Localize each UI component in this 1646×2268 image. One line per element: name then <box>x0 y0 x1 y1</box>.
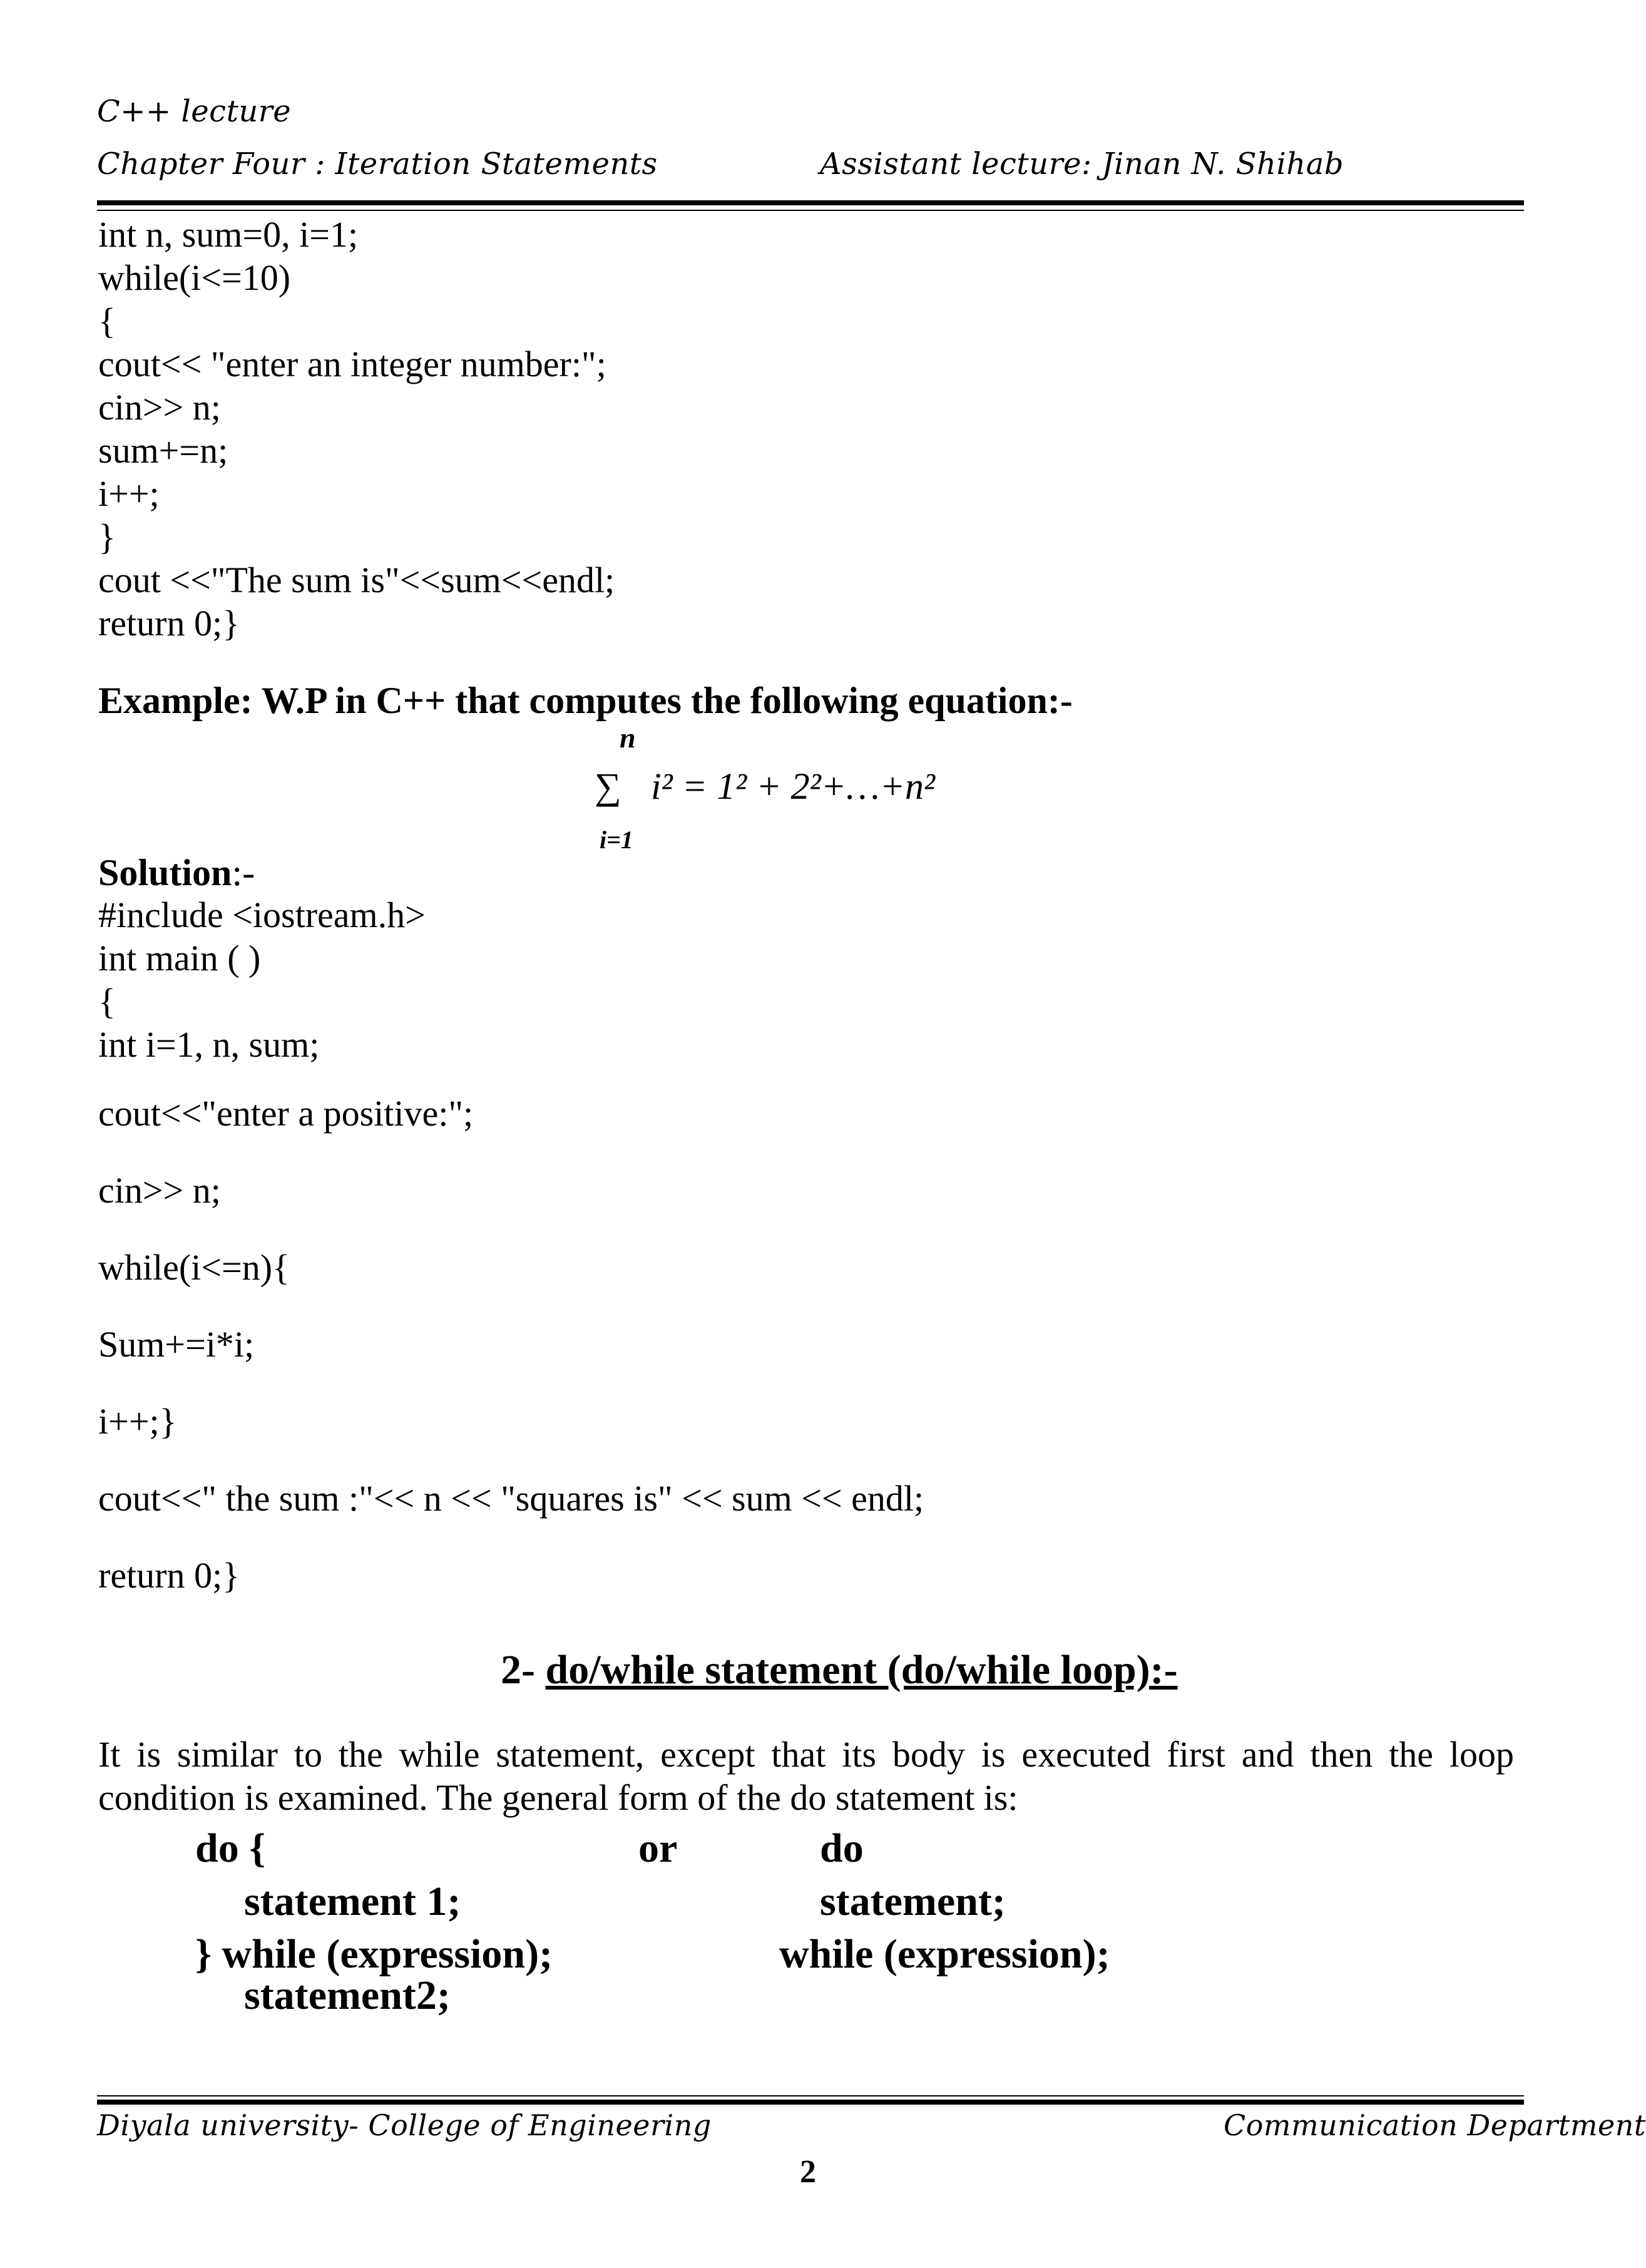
code-block-1 <box>98 213 615 645</box>
form-or: or <box>638 1825 678 1871</box>
sum-upper-limit: n <box>620 722 636 754</box>
footer-rule-thick <box>97 2100 1524 2105</box>
section-heading: 2- do/while statement (do/while loop):- <box>501 1647 1178 1693</box>
code-line: int main ( ) <box>98 938 261 978</box>
equation-body: i² = 1² + 2²+…+n² <box>651 766 935 807</box>
example-heading: Example: W.P in C++ that computes the following equation:- <box>98 680 1073 721</box>
code-line: sum+=n; <box>98 430 228 471</box>
code-line: { <box>98 300 116 341</box>
form-left-line: statement2; <box>244 1973 451 2018</box>
footer-department: Communication Department <box>1224 2108 1646 2142</box>
code-line: cout<<" the sum :"<< n << "squares is" << sum << endl; <box>98 1478 924 1519</box>
footer-institution: Diyala university- College of Engineering <box>97 2108 712 2142</box>
form-left-line: statement 1; <box>244 1879 461 1924</box>
code-line: cin>> n; <box>98 1170 221 1211</box>
form-left-line: } while (expression); <box>195 1931 553 1977</box>
form-right-line: while (expression); <box>779 1931 1110 1977</box>
form-left-line: do { <box>195 1825 266 1871</box>
sigma-symbol: ∑ <box>595 766 621 807</box>
footer-rule-thin <box>97 2095 1524 2096</box>
code-line: } <box>98 516 116 557</box>
course-title: C++ lecture <box>97 94 292 129</box>
code-line: return 0;} <box>98 1555 240 1596</box>
page-number: 2 <box>800 2154 816 2190</box>
code-line: i++;} <box>98 1401 177 1442</box>
code-line: cout<< "enter an integer number:"; <box>98 344 606 384</box>
code-line: while(i<=n){ <box>98 1247 290 1288</box>
sum-lower-limit: i=1 <box>600 826 633 854</box>
author-label: Assistant lecture: Jinan N. Shihab <box>820 146 1344 182</box>
code-line: #include <iostream.h> <box>98 895 426 935</box>
form-right-line: do <box>820 1825 864 1871</box>
chapter-title: Chapter Four : Iteration Statements <box>97 146 658 182</box>
code-line: while(i<=10) <box>98 257 291 298</box>
code-line: i++; <box>98 473 160 514</box>
code-line: { <box>98 981 116 1022</box>
header-rule-thick <box>97 200 1524 205</box>
header-rule-thin <box>97 210 1524 211</box>
code-line: int n, sum=0, i=1; <box>98 214 359 255</box>
code-line: int i=1, n, sum; <box>98 1024 320 1065</box>
code-line: return 0;} <box>98 603 240 644</box>
form-right-line: statement; <box>820 1879 1006 1924</box>
section-paragraph: It is similar to the while statement, except that its body is executed first and then the loop condition is examined. The general form of the do statement is: <box>98 1734 1514 1818</box>
code-line: cin>> n; <box>98 387 221 428</box>
solution-label: Solution:- <box>98 852 255 893</box>
code-line: cout<<"enter a positive:"; <box>98 1093 474 1134</box>
code-line: cout <<"The sum is"<<sum<<endl; <box>98 560 615 600</box>
code-line: Sum+=i*i; <box>98 1324 255 1365</box>
